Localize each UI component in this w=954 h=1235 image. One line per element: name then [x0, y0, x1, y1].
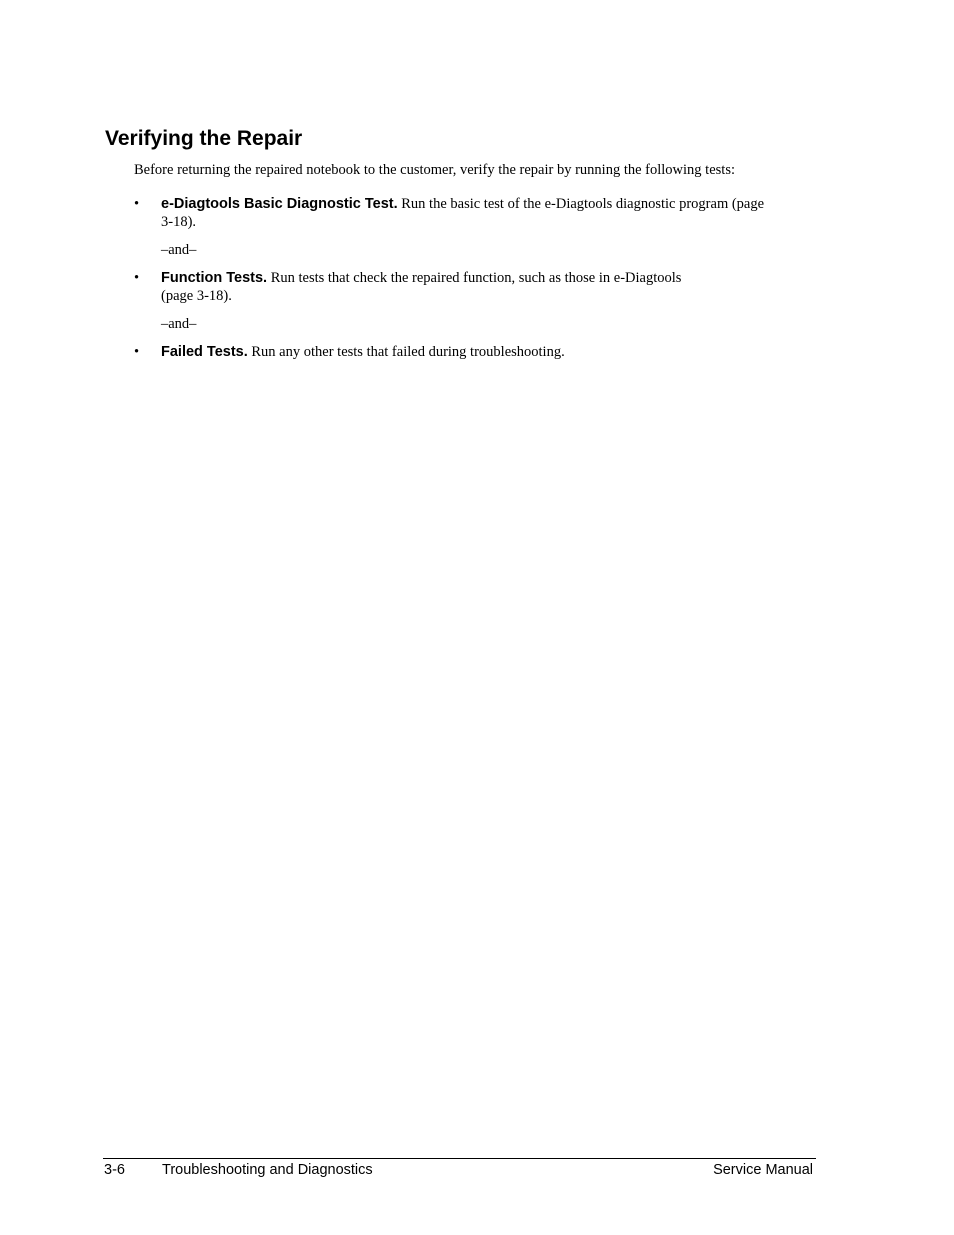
list-item-function-tests — [134, 269, 824, 305]
bullet-icon: • — [134, 270, 140, 286]
test-term: Function Tests. — [161, 270, 268, 286]
bullet-icon: • — [134, 344, 140, 360]
test-description: Run tests that check the repaired function, such as those in e-Diagtools — [270, 270, 682, 286]
and-separator: –and– — [161, 242, 197, 258]
test-description: Run any other tests that failed during troubleshooting. — [251, 344, 565, 360]
test-list — [134, 195, 824, 361]
section-heading: Verifying the Repair — [105, 127, 303, 150]
and-separator: –and– — [161, 316, 197, 332]
list-spacer — [134, 259, 824, 269]
test-description-continued: (page 3-18). — [161, 288, 232, 304]
list-spacer — [134, 333, 824, 343]
test-description: Run the basic test of the e-Diagtools diagnostic program (page — [401, 196, 765, 212]
list-item-diagtools — [134, 195, 824, 231]
bullet-icon: • — [134, 196, 140, 212]
footer-divider — [103, 1158, 816, 1159]
test-description-continued: 3-18). — [161, 214, 197, 230]
intro-paragraph: Before returning the repaired notebook to the customer, verify the repair by running the following tests: — [134, 162, 735, 178]
list-spacer — [134, 231, 824, 241]
list-item-failed-tests — [134, 343, 824, 361]
footer-page-number: 3-6 — [104, 1162, 125, 1178]
footer-chapter-title: Troubleshooting and Diagnostics — [162, 1162, 373, 1178]
list-spacer — [134, 305, 824, 315]
test-term: e-Diagtools Basic Diagnostic Test. — [161, 196, 398, 212]
test-term: Failed Tests. — [161, 344, 248, 360]
footer-manual-title: Service Manual — [713, 1162, 813, 1178]
